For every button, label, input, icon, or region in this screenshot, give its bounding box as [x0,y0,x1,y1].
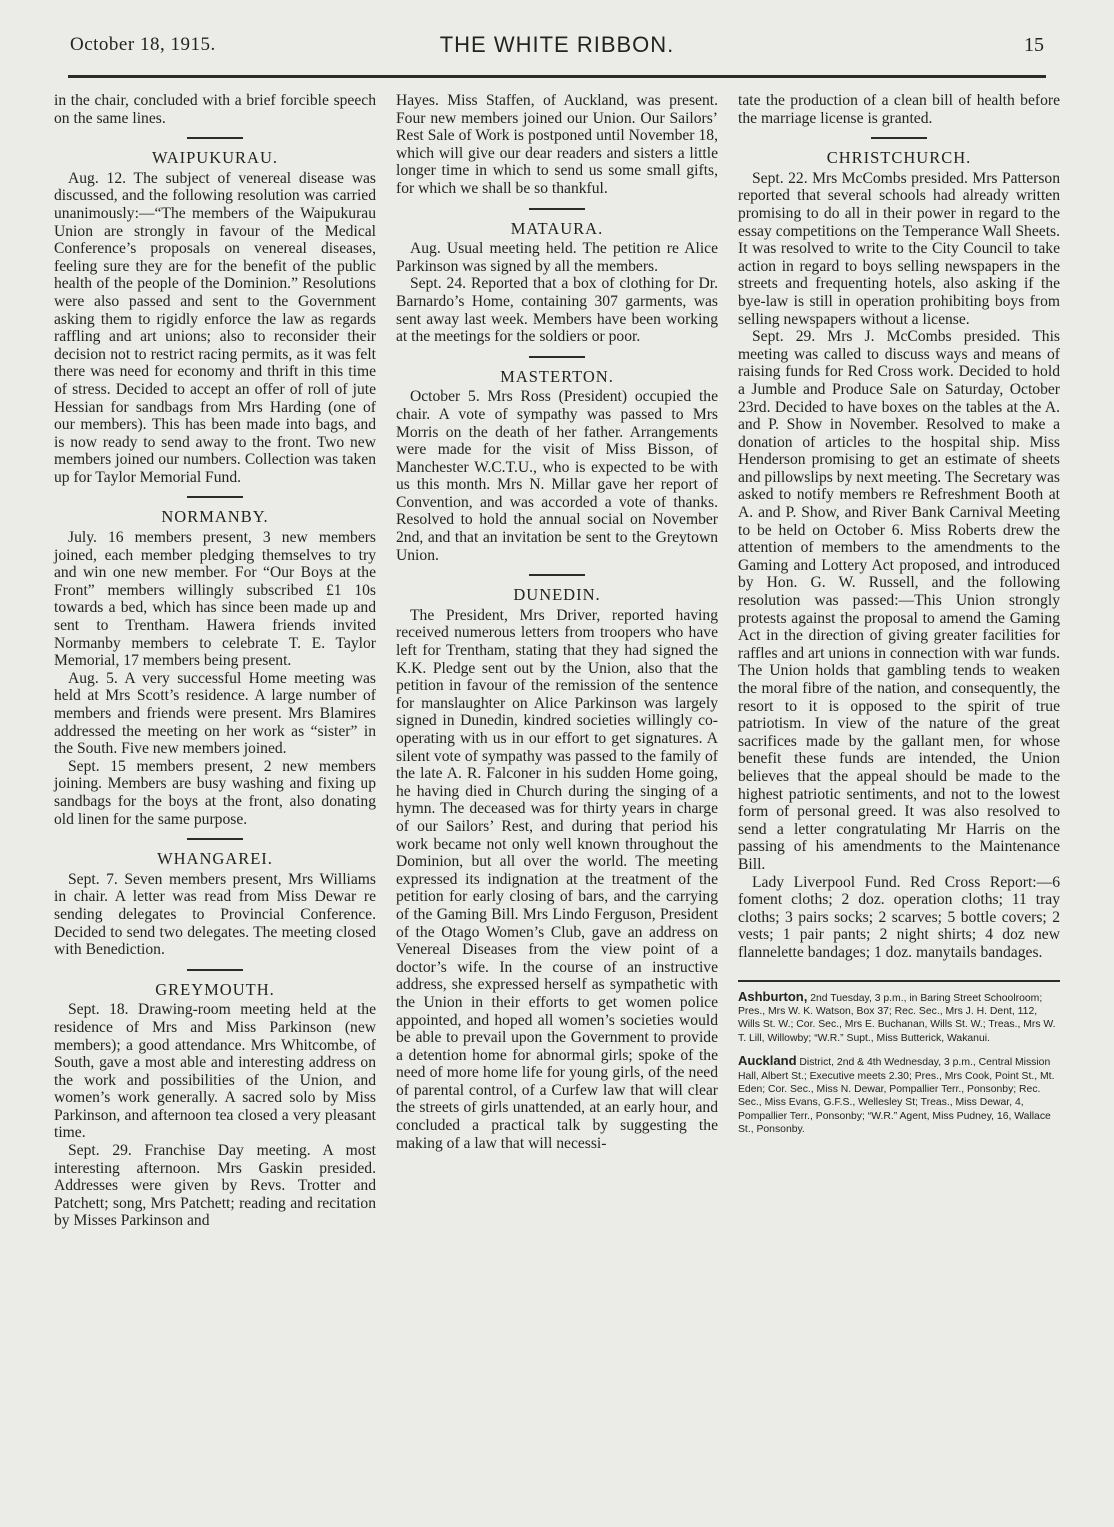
continued-text: tate the production of a clean bill of health before the marriage license is granted. [738,92,1060,127]
report-paragraph: The President, Mrs Driver, reported having received numerous letters from troopers who have left for Trentham, stating that they had signed the K.K. Pledge sent out by the Union, also that the petition in favour of the remission of the sentence for manslaughter on Alice Parkinson was largely signed in Dunedin, kindred societies willingly co-operating with us in our effort to get signatures. A silent vote of sympathy was passed to the family of the late A. R. Falconer in his sudden Home going, he having died in Church during the singing of a hymn. The deceased was for thirty years in charge of our Sailors’ Rest, and during that period his work became not only well known throughout the Dominion, but all over the world. The meeting expressed its indignation at the treatment of the petition for early closing of bars, and the carrying of the Gaming Bill. Mrs Lindo Ferguson, President of the Otago Women’s Club, gave an address on Venereal Diseases from the view point of a doctor’s wife. In the course of an instructive address, she expressed herself as sympathetic with the Union in their efforts to get women police appointed, and hoped all women’s societies would be able to prevail upon the Government to provide a detention home for abnormal girls; spoke of the need of more home life for young girls, of the need of parental control, of a Curfew law that will clear the streets of girls unattended, at an early hour, and concluded a practical talk by suggesting the making of a law that will necessi- [396,606,718,1152]
section-divider [187,969,243,971]
report-paragraph: Sept. 22. Mrs McCombs presided. Mrs Patterson reported that several schools had already written promising to do all in their power in regard to the essay competitions on the Temperance Wall Sheets. It was resolved to write to the City Council to take action in regard to boys selling newspapers in the streets and frequenting hotels, also asking if the bye-law is still in operation prohibiting boys from selling newspapers without a license. [738,169,1060,328]
report-paragraph: Sept. 18. Drawing-room meeting held at the residence of Mrs and Miss Parkinson (new members); a good attendance. Mrs Whitcombe, of South, gave a most able and interesting address on the work and possibilities of the Union, and women’s work generally. A sacred solo by Miss Parkinson, and afternoon tea closed a very pleasant time. [54,1001,376,1142]
report-paragraph: Sept. 29. Mrs J. McCombs presided. This meeting was called to discuss ways and means of raising funds for Red Cross work. Decided to hold a Jumble and Produce Sale on Saturday, October 23rd. Decided to have boxes on the tables at the A. and P. Show in November. Resolved to make a donation of articles to the hospital ship. Miss Henderson promising to get an estimate of sheets and pillowslips by next meeting. The Secretary was asked to notify members re Refreshment Booth at A. and P. Show, and River Bank Carnival Meeting to be held on October 6. Miss Roberts drew the attention of members to the amendments to the Gaming and Lottery Act proposed, and introduced by Hon. G. W. Russell, and the following resolution was passed:—This Union strongly protests against the proposal to amend the Gaming Act in the direction of giving greater facilities for raffles and art unions in connection with war funds. The Union holds that gambling tends to weaken the moral fibre of the nation, and consequently, the resort to it is opposed to the spirit of true patriotism. In view of the nature of the great sacrifices made by the gallant men, for whose benefit these funds are intended, the Union believes that the appeal should be made to the highest patriotic sentiments, and not to the lowest form of personal greed. It was also resolved to send a letter congratulating Mr Harris on the passing of his amendments to the Maintenance Bill. [738,328,1060,873]
heading-christchurch: CHRISTCHURCH. [826,148,972,168]
directory-entry-name: Auckland [738,1053,797,1069]
report-paragraph: Sept. 15 members present, 2 new members joining. Members are busy washing and fixing up sandbags for the boys at the front, also donating old linen for the same purpose. [54,757,376,828]
heading-waipukurau: WAIPUKURAU. [151,148,279,168]
section-divider [871,137,927,139]
report-paragraph: October 5. Mrs Ross (President) occupied the chair. A vote of sympathy was passed to Mrs Morris on the death of her father. Arrangements were made for the visit of Miss Bisson, of Manchester W.C.T.U., who is expected to be with us this month. Mrs N. Millar gave her report of Convention, and was accorded a vote of thanks. Resolved to hold the annual social on November 2nd, and that an invitation be sent to the Greytown Union. [396,388,718,564]
page-number: 15 [1024,34,1044,56]
heading-masterton: MASTERTON. [500,366,614,386]
section-divider [187,838,243,840]
section-divider [529,208,585,210]
page-header [70,34,1044,64]
heading-greymouth: GREYMOUTH. [155,979,275,999]
section-divider [187,137,243,139]
masthead-title: THE WHITE RIBBON. [439,32,675,57]
report-paragraph: Aug. 12. The subject of venereal disease was discussed, and the following resolution was carried unanimously:—“The members of the Waipukurau Union are strongly in favour of the Medical Conference’s proposals on venereal diseases, feeling sure they are for the benefit of the public health of the people of the Dominion.” Resolutions were also passed and sent to the Government asking them to rigidly enforce the law as regards raffling and art unions; also to reconsider their decision not to restrict racing permits, as it was felt there was need for economy and thrift in this time of stress. Decided to accept an offer of roll of jute Hessian for sandbags from Mrs Harding (one of our members). This has been made into bags, and is now ready to send away to the front. Two new members joined our numbers. Collection was taken up for Taylor Memorial Fund. [54,169,376,486]
section-divider [187,496,243,498]
report-paragraph: July. 16 members present, 3 new members joined, each member pledging themselves to try and win one new member. For “Our Boys at the Front” members willingly subscribed £1 10s towards a bed, which has since been made up and sent to Trentham. Hawera friends invited Normanby members to celebrate T. E. Taylor Memorial, 17 members being present. [54,529,376,670]
section-divider [529,356,585,358]
directory-entry-name: Ashburton, [738,988,808,1004]
report-paragraph: Sept. 29. Franchise Day meeting. A most interesting afternoon. Mrs Gaskin presided. Addresses were given by Revs. Trotter and Patchett; song, Mrs Patchett; reading and recitation by Misses Parkinson and [54,1142,376,1230]
column-1 [54,92,376,1230]
header-rule [68,75,1046,78]
directory-entry [738,990,1060,1046]
union-directory [738,980,1060,1137]
column-2 [396,92,718,1152]
continued-text: Hayes. Miss Staffen, of Auckland, was present. Four new members joined our Union. Our Sailors’ Rest Sale of Work is postponed until November 18, which will give our dear readers and sisters a little longer time in which to send us some small gifts, for which we shall be so thankful. [396,92,718,197]
heading-mataura: MATAURA. [510,218,604,238]
column-3 [738,92,1060,1146]
section-divider [529,574,585,576]
heading-whangarei: WHANGAREI. [157,849,273,869]
report-paragraph: Aug. Usual meeting held. The petition re Alice Parkinson was signed by all the members. [396,240,718,275]
heading-normanby: NORMANBY. [161,507,269,527]
report-paragraph: Sept. 7. Seven members present, Mrs Williams in chair. A letter was read from Miss Dewar re sending delegates to Provincial Conference. Decided to send two delegates. The meeting closed with Benediction. [54,870,376,959]
heading-dunedin: DUNEDIN. [513,585,601,605]
continued-text: in the chair, concluded with a brief forcible speech on the same lines. [54,92,376,127]
directory-entry-text: 2nd Tuesday, 3 p.m., in Baring Street Schoolroom; Pres., Mrs W. K. Watson, Box 37; Rec. Sec., Mrs J. H. Dent, 112, Wills St. W.; Cor. Sec., Mrs E. Buchanan, Wills St. W.; Treas., Mrs W. T. Lill, Willowby; “W.R.” Supt., Miss Butterick, Wakanui. [738,992,1056,1044]
report-paragraph: Aug. 5. A very successful Home meeting was held at Mrs Scott’s residence. A large number of members and friends were present. Mrs Blamires addressed the meeting on her work as “sister” in the South. Five new members joined. [54,669,376,758]
report-paragraph: Lady Liverpool Fund. Red Cross Report:—6 foment cloths; 2 doz. operation cloths; 11 tray cloths; 3 pairs socks; 2 scarves; 5 bottle covers; 2 vests; 1 pair pants; 2 night shirts; 4 doz new flannelette bandages; 1 doz. manytails bandages. [738,873,1060,961]
directory-entry [738,1054,1060,1136]
report-paragraph: Sept. 24. Reported that a box of clothing for Dr. Barnardo’s Home, containing 307 garments, was sent away last week. Members have been working at the meetings for the soldiers or poor. [396,275,718,346]
issue-date: October 18, 1915. [70,34,216,55]
directory-entry-text: District, 2nd & 4th Wednesday, 3 p.m., Central Mission Hall, Albert St.; Executive meets 2.30; Pres., Mrs Cook, Point St., Mt. Eden; Cor. Sec., Miss N. Dewar, Pompallier Terr., Ponsonby; Rec. Sec., Miss Evans, G.F.S., Wellesley St; Treas., Miss Dewar, 4, Pompallier Terr., Ponsonby; “W.R.” Agent, Miss Pudney, 16, Wallace St., Ponsonby. [738,1057,1055,1136]
